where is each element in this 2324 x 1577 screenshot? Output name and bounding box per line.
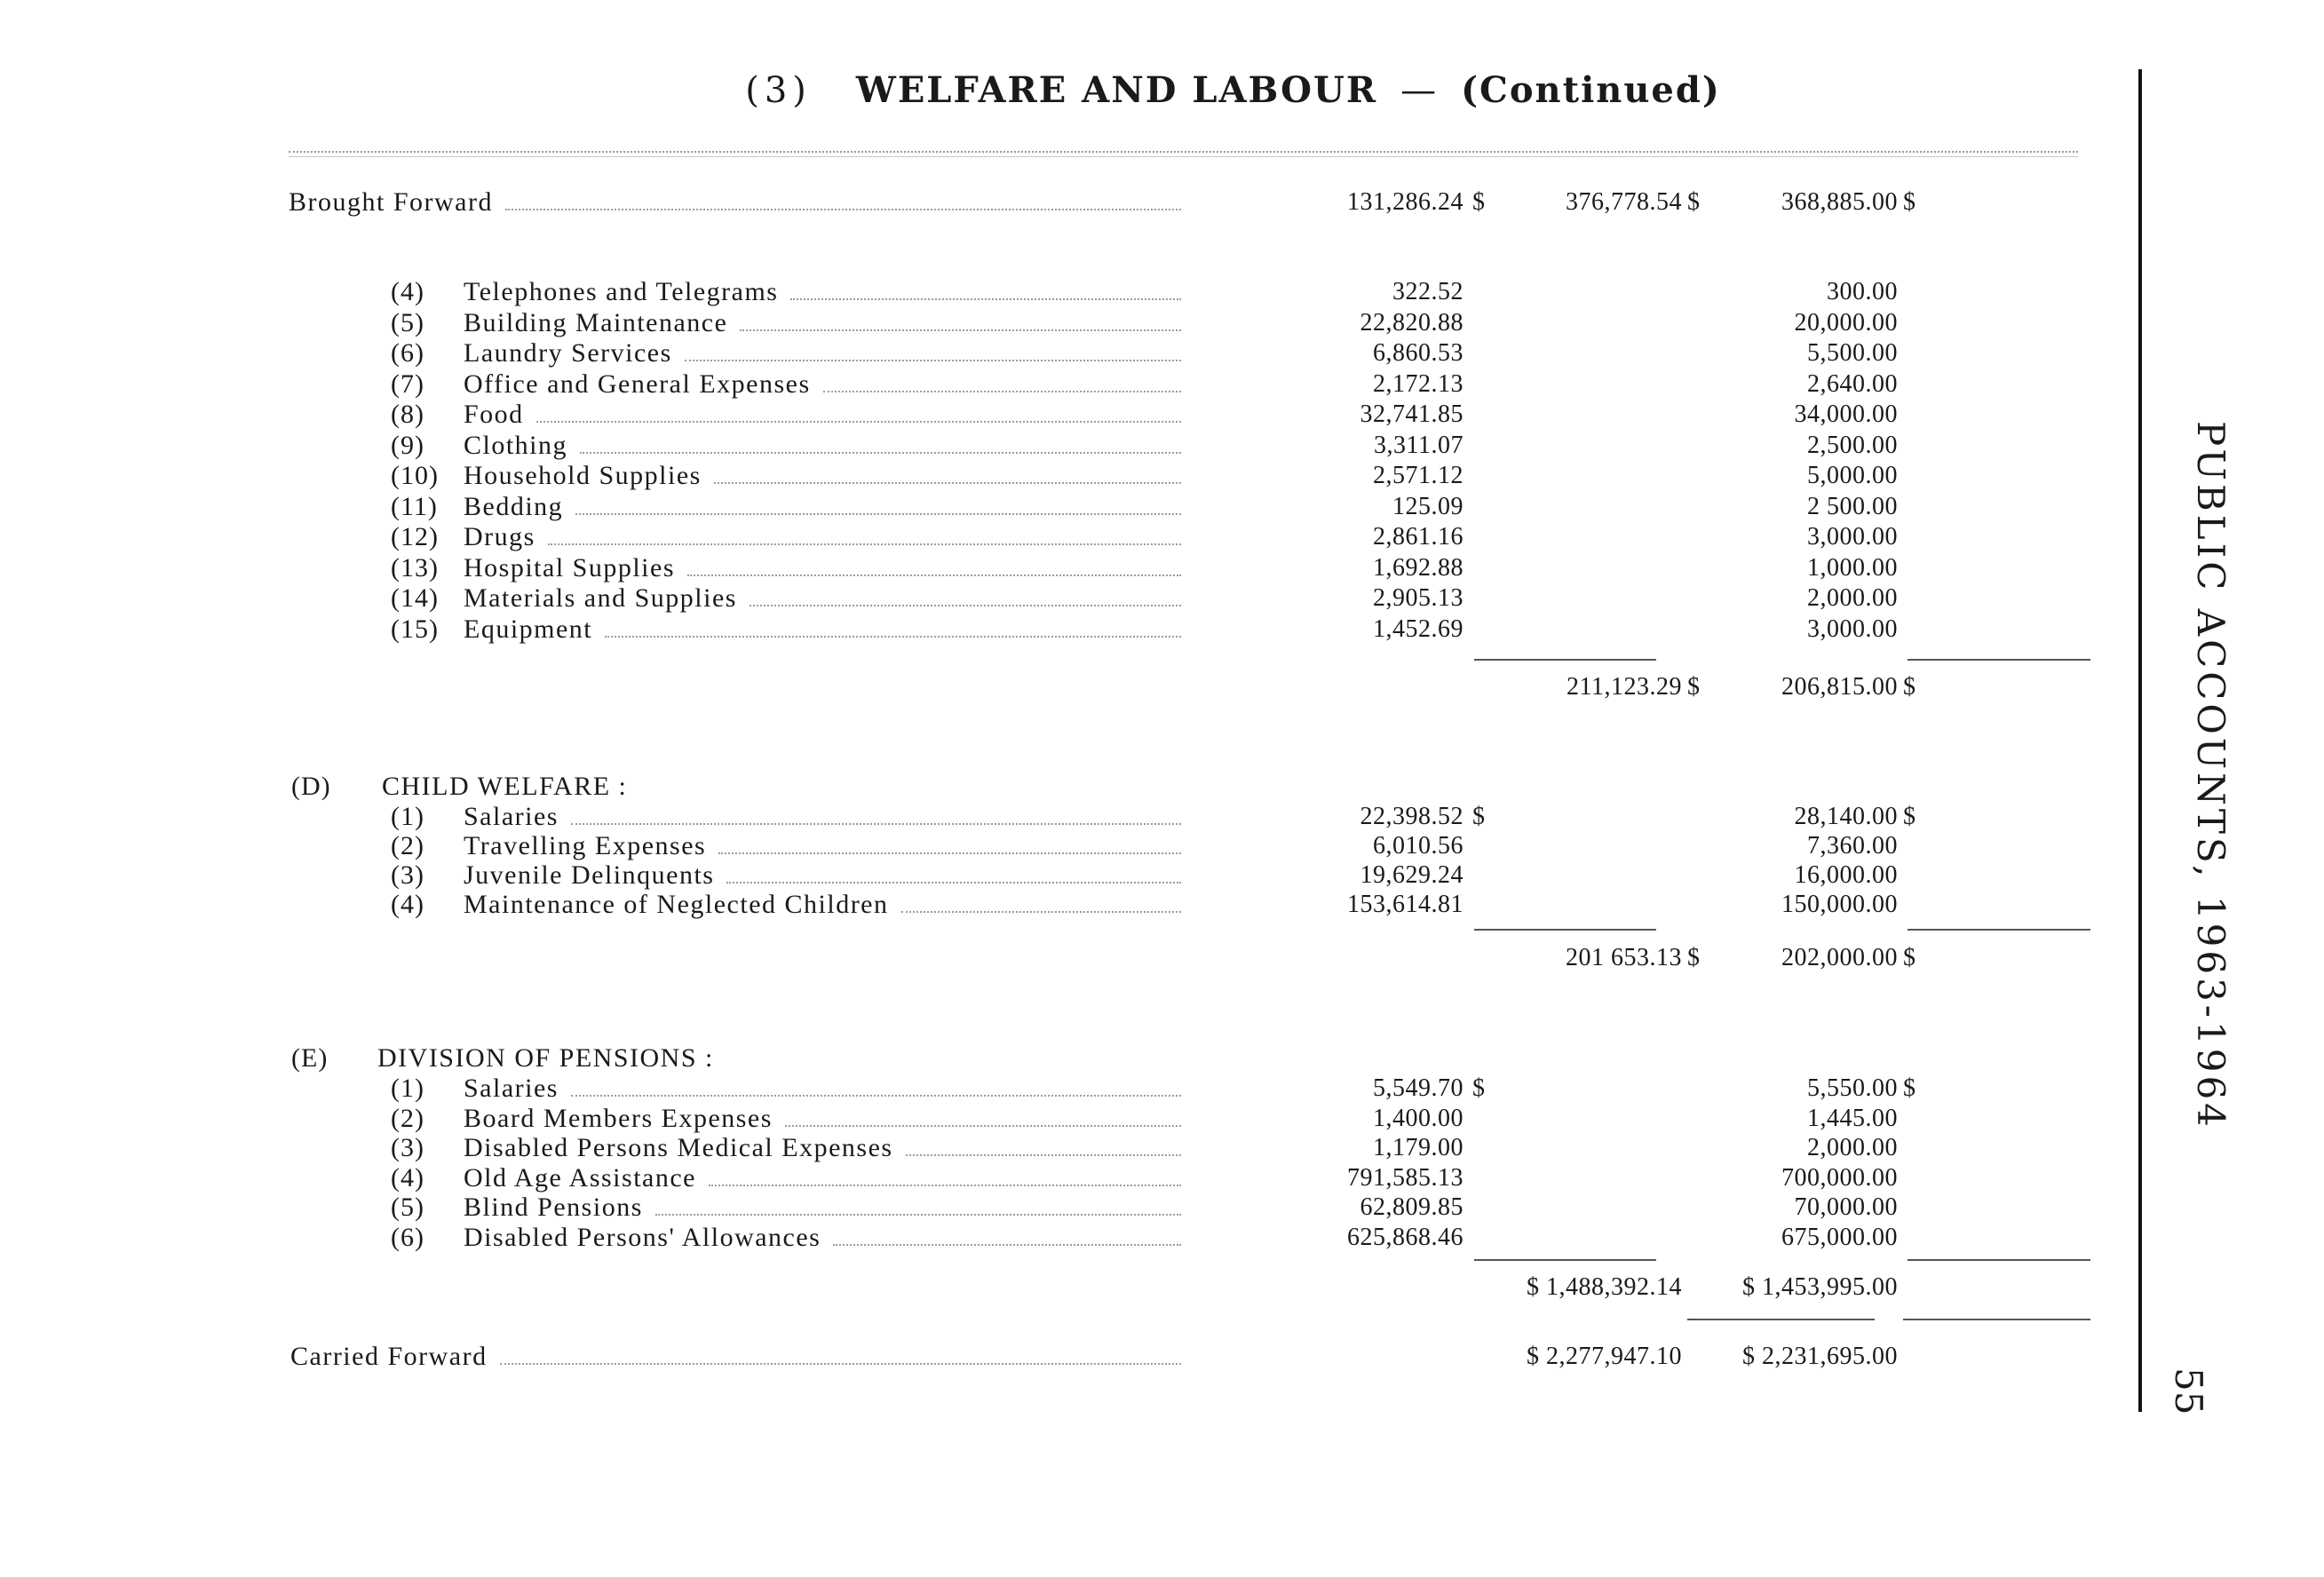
line-item bbox=[0, 1104, 2131, 1134]
heading-continued: (Continued) bbox=[1461, 69, 1721, 111]
amount-col1: 19,629.24 bbox=[1360, 861, 1463, 889]
item-index: (14) bbox=[391, 583, 439, 613]
subtotal-rule-col3 bbox=[1908, 929, 2090, 931]
heading-number: (3) bbox=[745, 70, 812, 111]
item-index: (6) bbox=[391, 338, 424, 368]
line-item bbox=[0, 492, 2131, 522]
dot-leader bbox=[500, 1363, 1181, 1365]
dot-leader bbox=[790, 298, 1181, 300]
item-index: (9) bbox=[391, 430, 424, 460]
item-label: Materials and Supplies bbox=[464, 583, 737, 613]
running-title: PUBLIC ACCOUNTS, 1963-1964 bbox=[2189, 421, 2233, 1130]
item-label: Travelling Expenses bbox=[464, 831, 707, 860]
item-label: Building Maintenance bbox=[464, 307, 728, 337]
amount-col2: 201 653.13 bbox=[1566, 944, 1682, 971]
dollar-sign: $ bbox=[1903, 188, 1916, 216]
item-index: (1) bbox=[391, 1074, 424, 1103]
amount-col1: 22,398.52 bbox=[1360, 803, 1463, 830]
section-title: DIVISION OF PENSIONS : bbox=[377, 1043, 714, 1073]
section-e-heading bbox=[0, 1043, 2131, 1074]
amount-col3: 150,000.00 bbox=[1781, 891, 1898, 918]
amount-col3: $ 2,231,695.00 bbox=[1742, 1343, 1898, 1370]
amount-col3: 2 500.00 bbox=[1807, 492, 1898, 520]
item-label: Laundry Services bbox=[464, 338, 672, 368]
amount-col3: 1,445.00 bbox=[1807, 1104, 1898, 1132]
dot-leader bbox=[655, 1214, 1181, 1216]
item-label: Board Members Expenses bbox=[464, 1103, 773, 1133]
amount-col3: 5,500.00 bbox=[1807, 339, 1898, 367]
amount-col1: 322.52 bbox=[1392, 278, 1463, 305]
amount-col1: 62,809.85 bbox=[1360, 1193, 1463, 1221]
brought-forward-label: Brought Forward bbox=[289, 187, 493, 217]
item-label: Juvenile Delinquents bbox=[464, 860, 715, 890]
amount-col3: 2,500.00 bbox=[1807, 431, 1898, 459]
item-index: (4) bbox=[391, 277, 424, 306]
dot-leader bbox=[575, 513, 1181, 515]
amount-col3: 3,000.00 bbox=[1807, 614, 1898, 643]
amount-col1: 6,860.53 bbox=[1373, 339, 1463, 367]
amount-col1: 791,585.13 bbox=[1347, 1163, 1463, 1192]
line-item bbox=[0, 277, 2131, 307]
amount-col3: 2,000.00 bbox=[1807, 584, 1898, 612]
dollar-sign: $ bbox=[1472, 803, 1485, 830]
amount-col1: 2,571.12 bbox=[1373, 462, 1463, 489]
dollar-sign: $ bbox=[1903, 803, 1916, 830]
total-rule-col3 bbox=[1903, 1319, 2090, 1320]
amount-col3: 202,000.00 bbox=[1781, 944, 1898, 971]
item-index: (2) bbox=[391, 831, 424, 860]
item-index: (15) bbox=[391, 614, 439, 644]
amount-col3: 34,000.00 bbox=[1794, 400, 1898, 428]
item-index: (10) bbox=[391, 461, 439, 490]
margin-rule bbox=[2138, 69, 2142, 1412]
page-number: 55 bbox=[2167, 1367, 2210, 1415]
amount-col3: 368,885.00 bbox=[1781, 188, 1898, 216]
amount-col1: 1,692.88 bbox=[1373, 553, 1463, 582]
item-label: Office and General Expenses bbox=[464, 368, 811, 399]
amount-col3: 300.00 bbox=[1827, 278, 1898, 305]
dot-leader bbox=[718, 852, 1181, 854]
amount-col1: 153,614.81 bbox=[1347, 891, 1463, 918]
line-item bbox=[0, 522, 2131, 552]
amount-col3: 3,000.00 bbox=[1807, 523, 1898, 551]
line-item bbox=[0, 1223, 2131, 1253]
item-label: Bedding bbox=[464, 491, 564, 521]
item-label: Salaries bbox=[464, 802, 559, 831]
item-index: (2) bbox=[391, 1103, 424, 1133]
dot-leader bbox=[580, 452, 1181, 454]
item-index: (1) bbox=[391, 802, 424, 831]
amount-col2: $ 1,488,392.14 bbox=[1527, 1273, 1682, 1301]
amount-col1: 125.09 bbox=[1392, 492, 1463, 520]
amount-col1: 3,311.07 bbox=[1374, 431, 1463, 459]
amount-col1: 2,172.13 bbox=[1373, 369, 1463, 398]
amount-col3: 2,640.00 bbox=[1807, 369, 1898, 398]
line-item bbox=[0, 831, 2131, 861]
amount-col1: 6,010.56 bbox=[1373, 832, 1463, 860]
amount-col1: 625,868.46 bbox=[1347, 1223, 1463, 1251]
section-d-heading bbox=[0, 772, 2131, 802]
amount-col3: 20,000.00 bbox=[1794, 308, 1898, 337]
dot-leader bbox=[505, 209, 1181, 210]
item-label: Telephones and Telegrams bbox=[464, 277, 779, 306]
amount-col3: 70,000.00 bbox=[1794, 1193, 1898, 1221]
dot-leader bbox=[685, 360, 1181, 361]
item-label: Hospital Supplies bbox=[464, 552, 676, 582]
brought-forward-row bbox=[0, 187, 2131, 218]
amount-col1: 2,905.13 bbox=[1373, 584, 1463, 612]
section-letter: (D) bbox=[291, 772, 331, 801]
section-e-total-row bbox=[0, 1272, 2131, 1303]
subtotal-rule-col1 bbox=[1474, 1259, 1656, 1261]
item-label: Disabled Persons Medical Expenses bbox=[464, 1133, 893, 1162]
dot-leader bbox=[823, 391, 1181, 392]
dot-leader bbox=[536, 421, 1181, 423]
line-item bbox=[0, 461, 2131, 491]
dot-leader bbox=[571, 823, 1181, 825]
amount-col1: 131,286.24 bbox=[1347, 188, 1463, 216]
amount-col3: 2,000.00 bbox=[1807, 1134, 1898, 1161]
dot-leader bbox=[740, 329, 1181, 331]
amount-col3: 7,360.00 bbox=[1807, 832, 1898, 860]
amount-col3: 28,140.00 bbox=[1794, 803, 1898, 830]
amount-col3: 206,815.00 bbox=[1781, 673, 1898, 701]
page-heading bbox=[0, 69, 2324, 111]
dollar-sign: $ bbox=[1903, 673, 1916, 701]
line-item bbox=[0, 400, 2131, 430]
item-index: (5) bbox=[391, 1193, 424, 1222]
header-divider bbox=[289, 151, 2078, 153]
dot-leader bbox=[833, 1244, 1181, 1246]
amount-col3: 16,000.00 bbox=[1794, 861, 1898, 889]
amount-col1: 2,861.16 bbox=[1373, 523, 1463, 551]
heading-title: WELFARE AND LABOUR bbox=[855, 69, 1378, 111]
line-item bbox=[0, 1074, 2131, 1104]
item-index: (5) bbox=[391, 307, 424, 337]
item-label: Maintenance of Neglected Children bbox=[464, 890, 889, 919]
subtotal-rule-col3 bbox=[1908, 1259, 2090, 1261]
line-item bbox=[0, 614, 2131, 645]
item-index: (8) bbox=[391, 400, 424, 429]
amount-col1: 1,179.00 bbox=[1373, 1134, 1463, 1161]
line-item bbox=[0, 1133, 2131, 1163]
line-item bbox=[0, 802, 2131, 832]
amount-col2: $ 2,277,947.10 bbox=[1527, 1343, 1682, 1370]
amount-col3: 675,000.00 bbox=[1781, 1223, 1898, 1251]
line-item bbox=[0, 1163, 2131, 1193]
amount-col3: $ 1,453,995.00 bbox=[1742, 1273, 1898, 1301]
dot-leader bbox=[714, 482, 1181, 484]
section-d-total-row bbox=[0, 943, 2131, 973]
item-index: (13) bbox=[391, 552, 439, 582]
line-item bbox=[0, 338, 2131, 368]
item-label: Disabled Persons' Allowances bbox=[464, 1222, 821, 1252]
subtotal-rule-col1 bbox=[1474, 929, 1656, 931]
section-letter: (E) bbox=[291, 1043, 329, 1073]
dollar-sign: $ bbox=[1687, 944, 1700, 971]
header-divider-line bbox=[289, 156, 2078, 157]
amount-col1: 22,820.88 bbox=[1360, 308, 1463, 337]
amount-col1: 5,549.70 bbox=[1373, 1074, 1463, 1102]
dot-leader bbox=[687, 575, 1181, 576]
item-label: Household Supplies bbox=[464, 461, 702, 490]
dot-leader bbox=[709, 1185, 1181, 1186]
amount-col3: 1,000.00 bbox=[1807, 553, 1898, 582]
subtotal-rule-col1 bbox=[1474, 659, 1656, 661]
item-label: Drugs bbox=[464, 522, 535, 551]
total-rule-col2 bbox=[1687, 1319, 1875, 1320]
item-label: Old Age Assistance bbox=[464, 1162, 696, 1193]
item-label: Blind Pensions bbox=[464, 1193, 643, 1222]
carried-forward-label: Carried Forward bbox=[290, 1342, 488, 1371]
section-title: CHILD WELFARE : bbox=[382, 772, 628, 801]
item-index: (6) bbox=[391, 1222, 424, 1252]
dollar-sign: $ bbox=[1903, 1074, 1916, 1102]
dot-leader bbox=[605, 636, 1181, 638]
dollar-sign: $ bbox=[1687, 188, 1700, 216]
item-label: Equipment bbox=[464, 614, 593, 644]
amount-col3: 5,550.00 bbox=[1807, 1074, 1898, 1102]
dot-leader bbox=[901, 911, 1181, 913]
dot-leader bbox=[726, 882, 1181, 884]
dollar-sign: $ bbox=[1903, 944, 1916, 971]
dot-leader bbox=[750, 605, 1181, 606]
subtotal-rule-col3 bbox=[1908, 659, 2090, 661]
line-item bbox=[0, 308, 2131, 338]
dollar-sign: $ bbox=[1472, 1074, 1485, 1102]
dot-leader bbox=[785, 1125, 1181, 1127]
item-label: Salaries bbox=[464, 1074, 559, 1103]
line-item bbox=[0, 1193, 2131, 1223]
amount-col2: 376,778.54 bbox=[1566, 188, 1682, 216]
amount-col3: 700,000.00 bbox=[1781, 1163, 1898, 1192]
dot-leader bbox=[548, 543, 1181, 545]
line-item bbox=[0, 369, 2131, 400]
line-item bbox=[0, 553, 2131, 583]
item-label: Clothing bbox=[464, 430, 568, 460]
amount-col2: 211,123.29 bbox=[1567, 673, 1682, 701]
line-item bbox=[0, 583, 2131, 614]
line-item bbox=[0, 860, 2131, 891]
line-item bbox=[0, 890, 2131, 920]
item-index: (12) bbox=[391, 522, 439, 551]
dot-leader bbox=[571, 1095, 1181, 1097]
item-index: (4) bbox=[391, 1162, 424, 1193]
amount-col1: 1,400.00 bbox=[1373, 1104, 1463, 1132]
amount-col3: 5,000.00 bbox=[1807, 462, 1898, 489]
dot-leader bbox=[906, 1154, 1181, 1156]
item-index: (3) bbox=[391, 1133, 424, 1162]
item-index: (4) bbox=[391, 890, 424, 919]
item-index: (7) bbox=[391, 368, 424, 399]
dollar-sign: $ bbox=[1687, 673, 1700, 701]
item-index: (3) bbox=[391, 860, 424, 890]
heading-dash: — bbox=[1400, 70, 1439, 111]
line-item bbox=[0, 431, 2131, 461]
item-label: Food bbox=[464, 400, 524, 429]
dollar-sign: $ bbox=[1472, 188, 1485, 216]
amount-col1: 32,741.85 bbox=[1360, 400, 1463, 428]
amount-col1: 1,452.69 bbox=[1373, 614, 1463, 643]
item-index: (11) bbox=[391, 491, 438, 521]
carried-forward-row bbox=[0, 1342, 2131, 1372]
section-c-total-row bbox=[0, 672, 2131, 702]
